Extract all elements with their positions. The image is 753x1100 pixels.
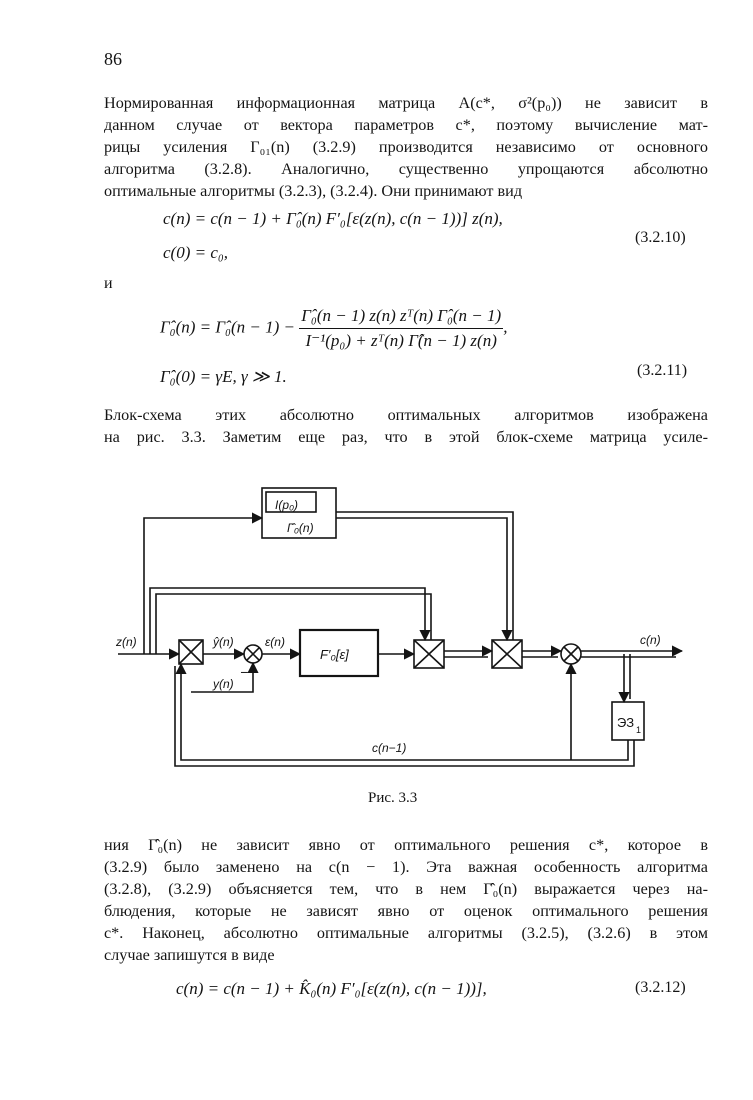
gain-block-bottom-label: Γ̂₀(n) bbox=[287, 521, 314, 535]
paragraph-2-line: на рис. 3.3. Заметим еще раз, что в этой блок-схеме матрица усиле- bbox=[104, 428, 708, 446]
conjunction-and: и bbox=[104, 275, 113, 292]
equation-3-2-11-fraction bbox=[299, 306, 503, 351]
equation-3-2-11-line-1 bbox=[160, 306, 507, 351]
figure-caption: Рис. 3.3 bbox=[368, 790, 418, 806]
feedback-label: c(n−1) bbox=[372, 741, 407, 755]
paragraph-1-line: данном случае от вектора параметров c*, поэтому вычисление мат- bbox=[104, 116, 708, 134]
gain-to-multiplier-3-line bbox=[336, 518, 507, 640]
equation-3-2-11-lhs: Γ̂₀(n) = Γ̂₀(n − 1) − bbox=[160, 317, 295, 337]
multiplier-3 bbox=[492, 640, 522, 668]
paragraph-1-line: алгоритма (3.2.8). Аналогично, существенно упрощаются абсолютно bbox=[104, 160, 708, 178]
delay-block-label: ЭЗ bbox=[617, 715, 635, 730]
summing-junction-output bbox=[561, 644, 581, 664]
equation-number-3-2-12: (3.2.12) bbox=[635, 979, 686, 996]
paragraph-3-line: (3.2.8), (3.2.9) объясняется тем, что в нем Γ̂₀(n) выражается через на- bbox=[104, 880, 708, 898]
multiplier-2 bbox=[414, 640, 444, 668]
paragraph-1-line: рицы усиления Γ₀₁(n) (3.2.9) производится независимо от основного bbox=[104, 138, 708, 156]
paragraph-3-line: c*. Наконец, абсолютно оптимальные алгоритмы (3.2.5), (3.2.6) в этом bbox=[104, 924, 708, 942]
error-label: ε(n) bbox=[265, 635, 285, 649]
input-label: z(n) bbox=[116, 635, 137, 649]
input-to-multiplier-2-line bbox=[150, 588, 425, 654]
paragraph-3-line: ния Γ̂₀(n) не зависит явно от оптимального решения c*, которое в bbox=[104, 836, 708, 854]
paragraph-2 bbox=[104, 404, 708, 448]
delay-block-subscript: 1 bbox=[636, 725, 642, 735]
output-label: c(n) bbox=[640, 633, 661, 647]
paragraph-3-line: случае запишутся в виде bbox=[104, 946, 275, 964]
equation-number-3-2-10: (3.2.10) bbox=[635, 229, 686, 246]
nonlinear-block-label: F′₀[ε] bbox=[320, 647, 349, 662]
summing-junction-error bbox=[244, 645, 262, 663]
equation-3-2-11-denominator: I⁻¹(p₀) + zᵀ(n) Γ̂(n − 1) z(n) bbox=[305, 331, 497, 350]
measurement-label: y(n) bbox=[213, 677, 234, 691]
paragraph-1-line: Нормированная информационная матрица A(c*, σ²(p₀)) не зависит в bbox=[104, 94, 708, 112]
prediction-label: ŷ(n) bbox=[213, 635, 234, 649]
block-diagram bbox=[0, 470, 753, 770]
equation-number-3-2-11: (3.2.11) bbox=[637, 362, 688, 379]
paragraph-2-line: Блок-схема этих абсолютно оптимальных алгоритмов изображена bbox=[104, 406, 708, 424]
gain-block-top-label: I(p₀) bbox=[275, 498, 299, 512]
equation-3-2-10-line-2: c(0) = c₀, bbox=[163, 243, 229, 262]
multiplier-1 bbox=[179, 640, 203, 664]
equation-3-2-10-line-1: c(n) = c(n − 1) + Γ̂₀(n) F′₀[ε(z(n), c(n − 1))] z(n), bbox=[163, 209, 503, 228]
equation-3-2-11-numerator: Γ̂₀(n − 1) z(n) zᵀ(n) Γ̂₀(n − 1) bbox=[299, 306, 503, 329]
page-number: 86 bbox=[104, 49, 122, 69]
equation-3-2-12: c(n) = c(n − 1) + K̂₀(n) F′₀[ε(z(n), c(n − 1))], bbox=[176, 979, 487, 998]
paragraph-1-line: оптимальные алгоритмы (3.2.3), (3.2.4). Они принимают вид bbox=[104, 182, 523, 200]
paragraph-3-line: блюдения, которые не зависят явно от оценок оптимального решения bbox=[104, 902, 708, 920]
paragraph-3 bbox=[104, 834, 708, 966]
equation-3-2-11-line-2: Γ̂₀(0) = γE, γ ≫ 1. bbox=[160, 367, 287, 386]
minus-sign: − bbox=[240, 664, 249, 680]
paragraph-3-line: (3.2.9) было заменено на c(n − 1). Эта важная особенность алгоритма bbox=[104, 858, 708, 876]
paragraph-1 bbox=[104, 92, 708, 202]
input-to-gain-line bbox=[144, 518, 262, 654]
equation-3-2-11-comma: , bbox=[503, 317, 508, 337]
